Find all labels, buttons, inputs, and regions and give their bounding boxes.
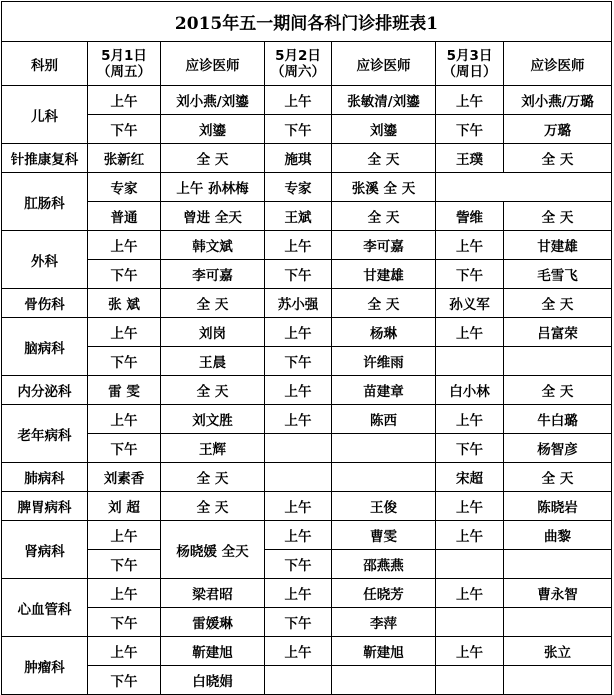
doctor-cell: 陈晓岩 — [504, 492, 612, 521]
time-cell: 全 天 — [504, 376, 612, 405]
session-cell: 下午 — [436, 260, 504, 289]
doctor-cell: 甘建雄 — [332, 260, 436, 289]
doctor-cell: 雷 雯 — [88, 376, 161, 405]
session-cell: 下午 — [88, 115, 161, 144]
table-row — [2, 405, 612, 434]
table-row — [2, 637, 612, 666]
doctor-cell: 牛白璐 — [504, 405, 612, 434]
doctor-cell: 白小林 — [436, 376, 504, 405]
doctor-cell: 张立 — [504, 637, 612, 666]
table-row — [2, 434, 612, 463]
table-row — [2, 492, 612, 521]
time-cell: 全 天 — [504, 202, 612, 231]
empty-cell — [332, 666, 436, 695]
table-row — [2, 173, 612, 202]
dept-cell: 肾病科 — [2, 521, 88, 579]
doctor-cell: 刘小燕/万璐 — [504, 86, 612, 115]
session-cell: 上午 — [265, 637, 332, 666]
session-cell: 上午 — [265, 405, 332, 434]
doctor-cell: 张敏清/刘鎏 — [332, 86, 436, 115]
doctor-cell: 张 斌 — [88, 289, 161, 318]
session-cell: 上午 — [265, 492, 332, 521]
doctor-cell: 甘建雄 — [504, 231, 612, 260]
doctor-cell: 任晓芳 — [332, 579, 436, 608]
doctor-cell: 苏小强 — [265, 289, 332, 318]
session-cell: 下午 — [265, 347, 332, 376]
time-cell: 全 天 — [332, 289, 436, 318]
doctor-cell: 施琪 — [265, 144, 332, 173]
doctor-cell: 陈西 — [332, 405, 436, 434]
doctor-cell: 王俊 — [332, 492, 436, 521]
session-cell: 上午 — [88, 405, 161, 434]
session-cell: 下午 — [436, 115, 504, 144]
header-doctor-3: 应诊医师 — [504, 42, 612, 86]
doctor-cell: 李萍 — [332, 608, 436, 637]
dept-cell: 脑病科 — [2, 318, 88, 376]
schedule-sheet — [1, 1, 611, 690]
doctor-cell: 王辉 — [161, 434, 265, 463]
doctor-cell: 韩文斌 — [161, 231, 265, 260]
time-cell: 全 天 — [332, 144, 436, 173]
session-cell: 下午 — [265, 550, 332, 579]
session-cell: 下午 — [88, 347, 161, 376]
dept-cell: 肛肠科 — [2, 173, 88, 231]
header-day3-date: 5月3日 — [446, 47, 493, 64]
empty-cell — [504, 666, 612, 695]
table-row — [2, 289, 612, 318]
session-cell: 下午 — [88, 260, 161, 289]
session-cell: 上午 — [265, 376, 332, 405]
table-row — [2, 579, 612, 608]
table-row — [2, 202, 612, 231]
header-day3-week: （周日） — [442, 63, 497, 80]
header-day2-week: （周六） — [271, 63, 325, 80]
doctor-cell: 靳建旭 — [332, 637, 436, 666]
header-day3 — [436, 42, 504, 86]
session-cell: 上午 — [88, 637, 161, 666]
doctor-cell: 刘 超 — [88, 492, 161, 521]
table-row — [2, 376, 612, 405]
doctor-cell: 毛雪飞 — [504, 260, 612, 289]
doctor-cell: 邵燕燕 — [332, 550, 436, 579]
session-cell: 上午 — [436, 637, 504, 666]
session-cell: 上午 — [88, 86, 161, 115]
type-cell: 普通 — [88, 202, 161, 231]
session-cell: 上午 — [88, 318, 161, 347]
schedule-table — [1, 1, 612, 695]
title-row — [2, 2, 612, 42]
empty-cell — [436, 608, 504, 637]
session-cell: 上午 — [265, 86, 332, 115]
session-cell: 上午 — [265, 231, 332, 260]
header-day1-date: 5月1日 — [101, 47, 147, 64]
dept-cell: 外科 — [2, 231, 88, 289]
header-day1-week: （周五） — [97, 63, 151, 80]
session-cell: 下午 — [436, 434, 504, 463]
dept-cell: 针推康复科 — [2, 144, 88, 173]
table-row — [2, 115, 612, 144]
doctor-cell: 王晨 — [161, 347, 265, 376]
empty-cell — [504, 347, 612, 376]
table-row — [2, 550, 612, 579]
session-cell: 下午 — [265, 608, 332, 637]
session-cell: 上午 — [88, 231, 161, 260]
table-row — [2, 144, 612, 173]
session-cell: 上午 — [88, 521, 161, 550]
header-day1 — [88, 42, 161, 86]
doctor-cell: 杨晓媛 全天 — [161, 521, 265, 579]
dept-cell: 内分泌科 — [2, 376, 88, 405]
time-cell: 全 天 — [504, 144, 612, 173]
session-cell: 上午 — [265, 521, 332, 550]
header-day2 — [265, 42, 332, 86]
doctor-cell: 刘文胜 — [161, 405, 265, 434]
doctor-cell: 苗建章 — [332, 376, 436, 405]
doctor-cell: 曹雯 — [332, 521, 436, 550]
empty-cell — [504, 608, 612, 637]
table-title: 2015年五一期间各科门诊排班表1 — [2, 2, 612, 42]
table-row — [2, 231, 612, 260]
doctor-cell: 刘小燕/刘鎏 — [161, 86, 265, 115]
session-cell: 下午 — [88, 608, 161, 637]
type-cell: 专家 — [265, 173, 332, 202]
time-cell: 全 天 — [161, 492, 265, 521]
doctor-cell: 曹永智 — [504, 579, 612, 608]
session-cell: 上午 — [436, 579, 504, 608]
doctor-cell: 张溪 全 天 — [332, 173, 436, 202]
dept-cell: 心血管科 — [2, 579, 88, 637]
dept-cell: 骨伤科 — [2, 289, 88, 318]
doctor-cell: 张新红 — [88, 144, 161, 173]
doctor-cell: 上午 孙林梅 — [161, 173, 265, 202]
empty-cell — [332, 463, 436, 492]
table-row — [2, 86, 612, 115]
session-cell: 上午 — [436, 521, 504, 550]
doctor-cell: 刘鎏 — [332, 115, 436, 144]
table-row — [2, 347, 612, 376]
doctor-cell: 杨琳 — [332, 318, 436, 347]
header-row — [2, 42, 612, 86]
header-doctor-1: 应诊医师 — [161, 42, 265, 86]
session-cell: 上午 — [265, 318, 332, 347]
session-cell: 上午 — [436, 405, 504, 434]
session-cell: 下午 — [88, 434, 161, 463]
time-cell: 全 天 — [161, 376, 265, 405]
empty-cell — [436, 347, 504, 376]
empty-cell — [332, 434, 436, 463]
doctor-cell: 訾维 — [436, 202, 504, 231]
table-row — [2, 521, 612, 550]
doctor-cell: 王璞 — [436, 144, 504, 173]
doctor-cell: 李可嘉 — [161, 260, 265, 289]
dept-cell: 儿科 — [2, 86, 88, 144]
session-cell: 上午 — [436, 318, 504, 347]
time-cell: 全 天 — [161, 289, 265, 318]
table-row — [2, 666, 612, 695]
session-cell: 上午 — [265, 579, 332, 608]
doctor-cell: 刘素香 — [88, 463, 161, 492]
header-dept: 科别 — [2, 42, 88, 86]
session-cell: 下午 — [265, 260, 332, 289]
empty-cell — [265, 463, 332, 492]
time-cell: 全 天 — [161, 463, 265, 492]
session-cell: 下午 — [88, 550, 161, 579]
doctor-cell: 白晓娟 — [161, 666, 265, 695]
doctor-cell: 曲黎 — [504, 521, 612, 550]
session-cell: 上午 — [88, 579, 161, 608]
doctor-cell: 刘鎏 — [161, 115, 265, 144]
table-row — [2, 608, 612, 637]
session-cell: 下午 — [265, 115, 332, 144]
header-doctor-2: 应诊医师 — [332, 42, 436, 86]
table-row — [2, 463, 612, 492]
session-cell: 上午 — [436, 492, 504, 521]
doctor-cell: 吕富荣 — [504, 318, 612, 347]
session-cell: 下午 — [88, 666, 161, 695]
empty-cell — [436, 550, 504, 579]
session-cell: 上午 — [436, 231, 504, 260]
dept-cell: 老年病科 — [2, 405, 88, 463]
doctor-cell: 李可嘉 — [332, 231, 436, 260]
doctor-cell: 王斌 — [265, 202, 332, 231]
table-row — [2, 318, 612, 347]
doctor-cell: 雷媛琳 — [161, 608, 265, 637]
doctor-cell: 曾进 全天 — [161, 202, 265, 231]
doctor-cell: 靳建旭 — [161, 637, 265, 666]
empty-cell — [265, 434, 332, 463]
empty-cell — [436, 173, 612, 202]
doctor-cell: 刘岗 — [161, 318, 265, 347]
empty-cell — [504, 550, 612, 579]
time-cell: 全 天 — [161, 144, 265, 173]
doctor-cell: 万璐 — [504, 115, 612, 144]
doctor-cell: 梁君昭 — [161, 579, 265, 608]
dept-cell: 肿瘤科 — [2, 637, 88, 695]
table-row — [2, 260, 612, 289]
time-cell: 全 天 — [332, 202, 436, 231]
dept-cell: 脾胃病科 — [2, 492, 88, 521]
session-cell: 上午 — [436, 86, 504, 115]
dept-cell: 肺病科 — [2, 463, 88, 492]
doctor-cell: 孙义军 — [436, 289, 504, 318]
header-day2-date: 5月2日 — [275, 47, 321, 64]
doctor-cell: 许维雨 — [332, 347, 436, 376]
type-cell: 专家 — [88, 173, 161, 202]
time-cell: 全 天 — [504, 463, 612, 492]
empty-cell — [436, 666, 504, 695]
empty-cell — [265, 666, 332, 695]
doctor-cell: 杨智彦 — [504, 434, 612, 463]
doctor-cell: 宋超 — [436, 463, 504, 492]
time-cell: 全 天 — [504, 289, 612, 318]
